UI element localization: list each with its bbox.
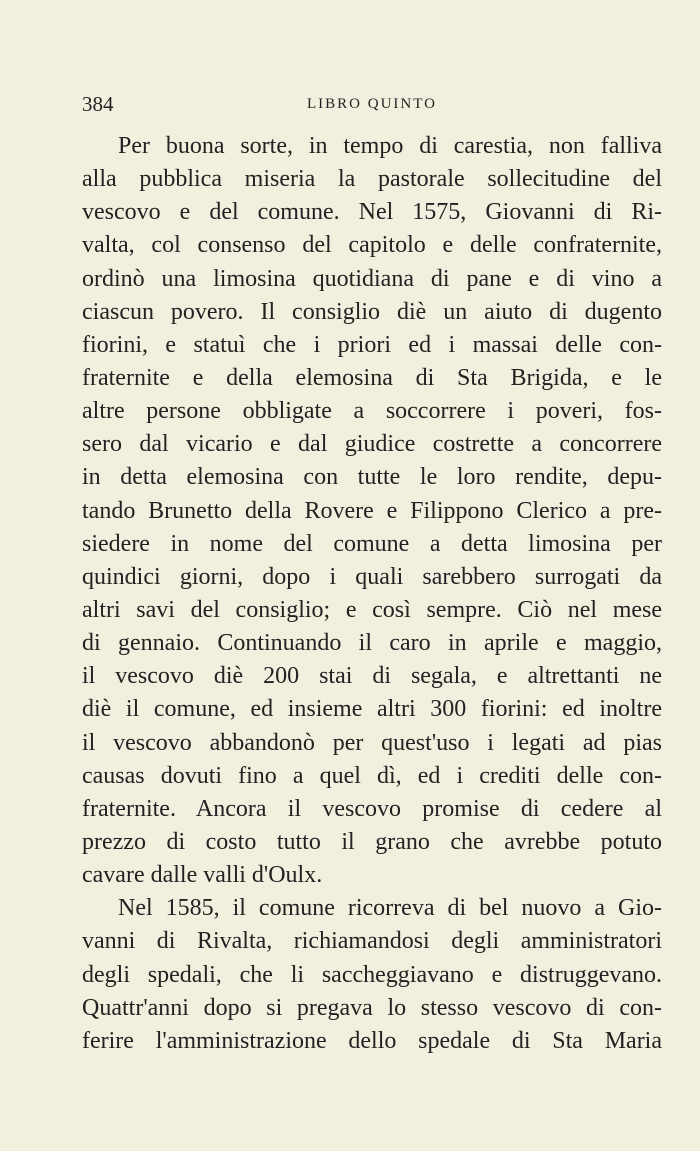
text-line: diè il comune, ed insieme altri 300 fiorini: ed inoltre bbox=[82, 696, 662, 723]
text-line: siedere in nome del comune a detta limosina per bbox=[82, 530, 662, 557]
text-line: il vescovo diè 200 stai di segala, e altrettanti ne bbox=[82, 663, 662, 690]
text-line: alla pubblica miseria la pastorale sollecitudine del bbox=[82, 166, 662, 193]
text-line: vescovo e del comune. Nel 1575, Giovanni di Ri- bbox=[82, 199, 662, 226]
text-line: ferire l'amministrazione dello spedale di Sta Maria bbox=[82, 1027, 662, 1054]
text-line: altri savi del consiglio; e così sempre. Ciò nel mese bbox=[82, 596, 662, 623]
text-line: Quattr'anni dopo si pregava lo stesso vescovo di con- bbox=[82, 994, 662, 1021]
text-line: di gennaio. Continuando il caro in aprile e maggio, bbox=[82, 630, 662, 657]
text-line: fraternite. Ancora il vescovo promise di cedere al bbox=[82, 795, 662, 822]
text-line: fraternite e della elemosina di Sta Brigida, e le bbox=[82, 364, 662, 391]
text-line: fiorini, e statuì che i priori ed i massai delle con- bbox=[82, 331, 662, 358]
text-line: quindici giorni, dopo i quali sarebbero surrogati da bbox=[82, 563, 662, 590]
text-line: Nel 1585, il comune ricorreva di bel nuovo a Gio- bbox=[118, 895, 662, 922]
text-line: cavare dalle valli d'Oulx. bbox=[82, 862, 323, 889]
text-line: degli spedali, che li saccheggiavano e distruggevano. bbox=[82, 961, 662, 988]
page-header bbox=[82, 90, 662, 118]
text-line: in detta elemosina con tutte le loro rendite, depu- bbox=[82, 464, 662, 491]
text-line: tando Brunetto della Rovere e Filippono Clerico a pre- bbox=[82, 497, 662, 524]
text-line: sero dal vicario e dal giudice costrette a concorrere bbox=[82, 431, 662, 458]
text-line: altre persone obbligate a soccorrere i poveri, fos- bbox=[82, 398, 662, 425]
text-line: ordinò una limosina quotidiana di pane e di vino a bbox=[82, 265, 662, 292]
text-line: ciascun povero. Il consiglio diè un aiuto di dugento bbox=[82, 298, 662, 325]
text-line: causas dovuti fino a quel dì, ed i crediti delle con- bbox=[82, 762, 662, 789]
running-head: LIBRO QUINTO bbox=[307, 96, 437, 112]
text-line: vanni di Rivalta, richiamandosi degli amministratori bbox=[82, 928, 662, 955]
text-line: prezzo di costo tutto il grano che avrebbe potuto bbox=[82, 828, 662, 855]
page-number: 384 bbox=[82, 92, 114, 116]
text-line: Per buona sorte, in tempo di carestia, non falliva bbox=[118, 133, 662, 159]
text-line: il vescovo abbandonò per quest'uso i legati ad pias bbox=[82, 729, 662, 756]
text-line: valta, col consenso del capitolo e delle confraternite, bbox=[82, 232, 662, 259]
body-text bbox=[82, 130, 662, 1058]
